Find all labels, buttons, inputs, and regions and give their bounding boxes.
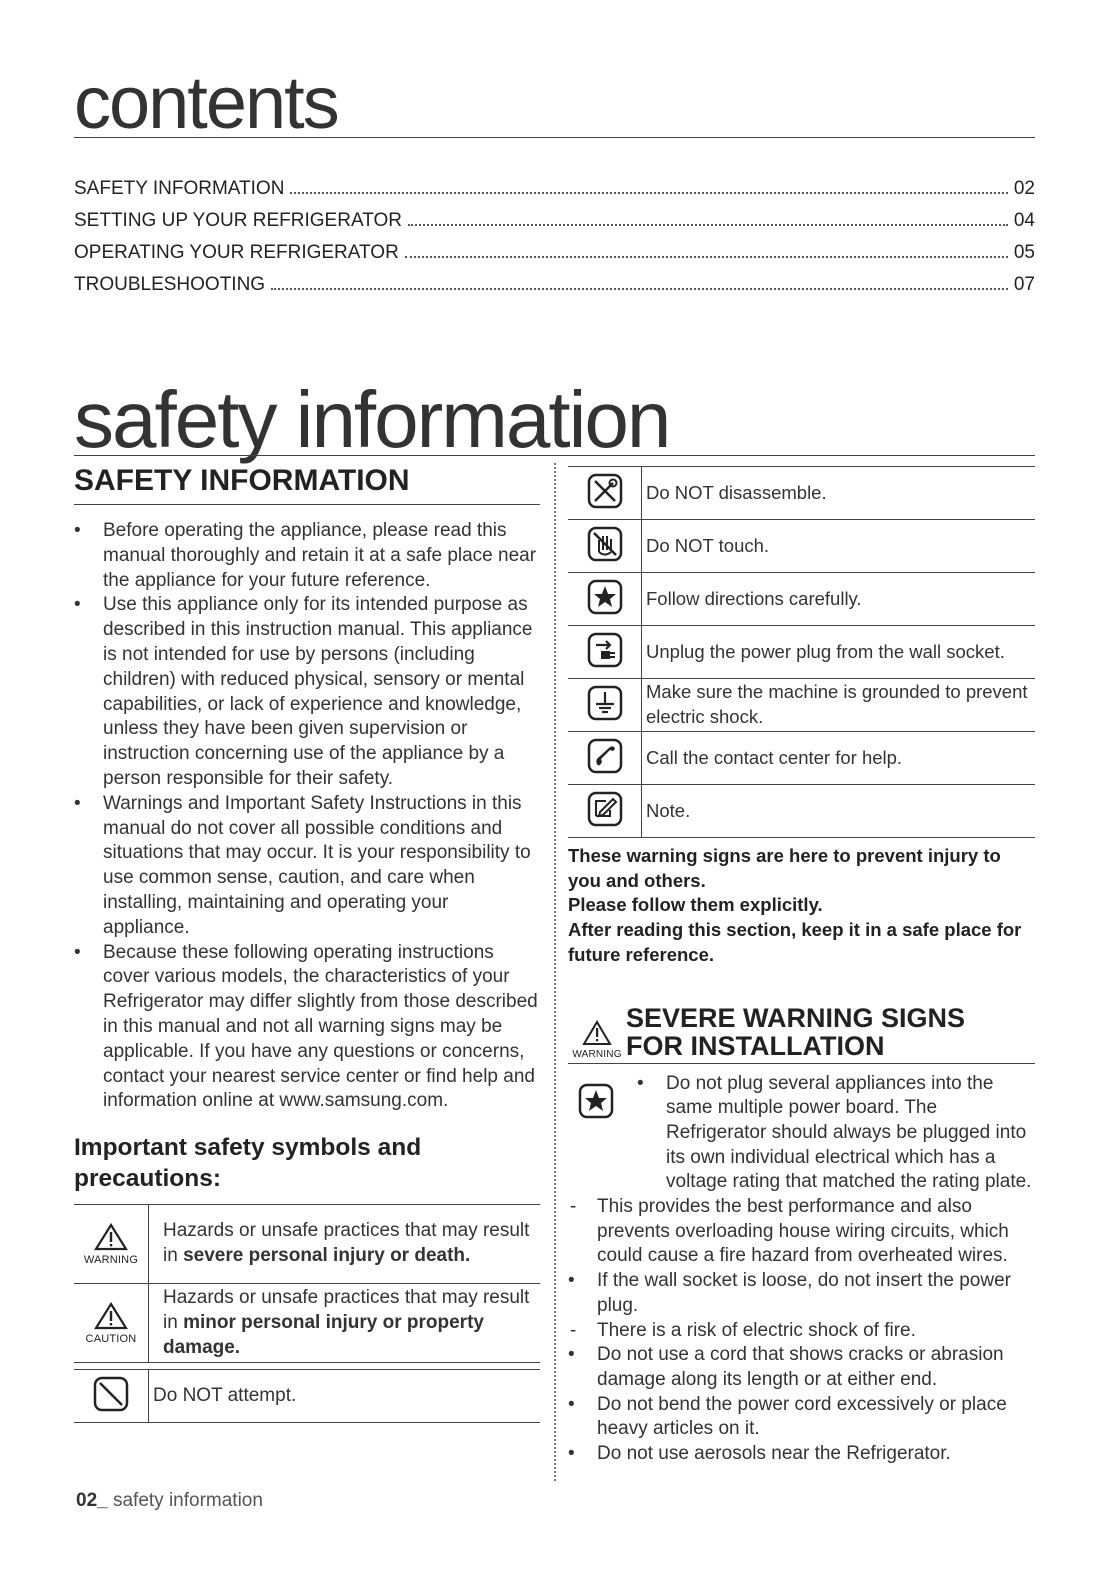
phone-icon [586, 737, 624, 775]
severe-warning-title [626, 1004, 965, 1060]
list-item: • Because these following operating instructions cover various models, the characteristics of your Refrigerator may differ slightly from those described in this manual and not all warning signs may be applicable. If you have any questions or concerns, contact your nearest service center or find help and information online at www.samsung.com. [74, 941, 540, 1115]
symbol-text: Unplug the power plug from the wall socket. [642, 626, 1036, 679]
attempt-text: Do NOT attempt. [149, 1370, 541, 1423]
symbols-heading: Important safety symbols and precautions: [74, 1134, 422, 1193]
icon-cell [568, 520, 642, 573]
left-column [74, 464, 540, 1423]
severe-warning-badge [568, 1020, 626, 1060]
table-row [568, 520, 1035, 573]
attempt-table [74, 1369, 540, 1423]
warning-triangle-icon [94, 1223, 128, 1251]
attempt-icon-cell [74, 1370, 149, 1423]
page-footer [76, 1490, 263, 1512]
toc-label: SAFETY INFORMATION [74, 178, 285, 199]
severe-warning-first [568, 1072, 1035, 1196]
icon-cell [568, 785, 642, 838]
footer-section: safety information [112, 1490, 263, 1511]
list-item: - This provides the best performance and also prevents overloading house wiring circuits, which could cause a fire hazard from overheated wires. [568, 1195, 1035, 1269]
note-line: These warning signs are here to prevent injury to you and others. [568, 845, 1001, 891]
symbol-text: Follow directions carefully. [642, 573, 1036, 626]
table-row [568, 467, 1035, 520]
caution-triangle-icon [94, 1302, 128, 1330]
symbol-text: Do NOT touch. [642, 520, 1036, 573]
no-touch-icon [586, 525, 624, 563]
note-icon [586, 790, 624, 828]
symbols-table [568, 466, 1035, 838]
toc-item-setting-up[interactable] [74, 210, 1035, 242]
toc-leader [405, 256, 1008, 258]
symbol-text: Make sure the machine is grounded to prevent electric shock. [642, 679, 1036, 732]
table-row [568, 573, 1035, 626]
no-attempt-icon [92, 1375, 130, 1413]
list-item: • If the wall socket is loose, do not insert the power plug. [568, 1269, 1035, 1318]
symbol-text: Call the contact center for help. [642, 732, 1036, 785]
warning-notes [568, 844, 1035, 968]
list-item: • Do not use a cord that shows cracks or abrasion damage along its length or at either end. [568, 1343, 1035, 1392]
warning-description [149, 1205, 541, 1284]
list-item: • Do not use aerosols near the Refrigerator. [568, 1442, 1035, 1467]
severe-warning-list [568, 1195, 1035, 1467]
icon-cell [568, 573, 642, 626]
icon-cell [568, 1072, 637, 1196]
toc-item-safety[interactable] [74, 178, 1035, 210]
toc-page: 02 [1013, 178, 1035, 199]
disassemble-icon [586, 472, 624, 510]
icon-cell [568, 467, 642, 520]
toc-leader [290, 192, 1007, 194]
toc-page: 04 [1013, 210, 1035, 231]
warning-triangle-icon [582, 1020, 612, 1046]
warning-label: WARNING [572, 1048, 622, 1060]
warning-caution-table [74, 1204, 540, 1363]
section-heading: SAFETY INFORMATION [74, 464, 540, 505]
warning-label: WARNING [83, 1253, 139, 1266]
toc-page: 05 [1013, 242, 1035, 263]
page-number: 02_ [76, 1490, 108, 1511]
caution-icon-cell [74, 1284, 149, 1363]
toc-item-troubleshooting[interactable] [74, 274, 1035, 306]
warning-bold-text: severe personal injury or death. [183, 1245, 471, 1267]
title-line: SEVERE WARNING SIGNS [626, 1002, 966, 1033]
toc-label: TROUBLESHOOTING [74, 274, 266, 295]
table-of-contents [74, 178, 1035, 306]
toc-label: OPERATING YOUR REFRIGERATOR [74, 242, 399, 263]
table-row [568, 785, 1035, 838]
list-item: • Use this appliance only for its intended purpose as described in this instruction manual. This appliance is not intended for use by persons (including children) with reduced physical, sensory or mental capabilities, or lack of experience and knowledge, unless they have been given supervision or instruction concerning use of the appliance by a person responsible for their safety. [74, 593, 540, 791]
warning-icon-cell [74, 1205, 149, 1284]
ground-icon [586, 684, 624, 722]
safety-divider [74, 455, 1035, 456]
severe-warning-heading [568, 1004, 1035, 1064]
symbol-text: Do NOT disassemble. [642, 467, 1036, 520]
symbol-text: Note. [642, 785, 1036, 838]
toc-label: SETTING UP YOUR REFRIGERATOR [74, 210, 402, 231]
table-row [74, 1205, 540, 1284]
list-item: • Do not plug several appliances into the same multiple power board. The Refrigerator should always be plugged into its own individual electrical which has a voltage rating that matched the rating plate. [637, 1072, 1035, 1196]
icon-cell [568, 679, 642, 732]
table-row [568, 732, 1035, 785]
list-item: • Before operating the appliance, please read this manual thoroughly and retain it at a safe place near the appliance for your future reference. [74, 519, 540, 593]
right-column [568, 466, 1035, 1467]
table-row [568, 679, 1035, 732]
title-line: FOR INSTALLATION [626, 1030, 885, 1061]
table-row [74, 1370, 540, 1423]
list-item: • Do not bend the power cord excessively or place heavy articles on it. [568, 1393, 1035, 1442]
note-line: Please follow them explicitly. [568, 894, 823, 916]
safety-title: safety information [74, 375, 670, 464]
table-row [74, 1284, 540, 1363]
star-icon [586, 578, 624, 616]
icon-cell [568, 732, 642, 785]
caution-text: Hazards or unsafe practices that may result in [163, 1286, 530, 1333]
table-row [568, 626, 1035, 679]
safety-bullets [74, 519, 540, 1114]
toc-page: 07 [1013, 274, 1035, 295]
toc-leader [271, 288, 1008, 290]
list-item: - There is a risk of electric shock of fire. [568, 1319, 1035, 1344]
column-divider [554, 463, 556, 1481]
star-icon [577, 1082, 615, 1120]
caution-description [149, 1284, 541, 1363]
list-item: • Warnings and Important Safety Instructions in this manual do not cover all possible conditions and situations that may occur. It is your responsibility to use common sense, caution, and care when installing, maintaining and operating your appliance. [74, 792, 540, 941]
contents-divider [74, 137, 1035, 138]
toc-item-operating[interactable] [74, 242, 1035, 274]
icon-cell [568, 626, 642, 679]
caution-bold-text: minor personal injury or property damage. [163, 1311, 484, 1358]
unplug-icon [586, 631, 624, 669]
warning-text: Hazards or unsafe practices that may result in [163, 1220, 530, 1267]
caution-label: CAUTION [85, 1332, 137, 1345]
toc-leader [408, 224, 1008, 226]
note-line: After reading this section, keep it in a safe place for future reference. [568, 919, 1022, 965]
severe-warning-list-first [637, 1072, 1035, 1196]
contents-title: contents [74, 61, 338, 144]
